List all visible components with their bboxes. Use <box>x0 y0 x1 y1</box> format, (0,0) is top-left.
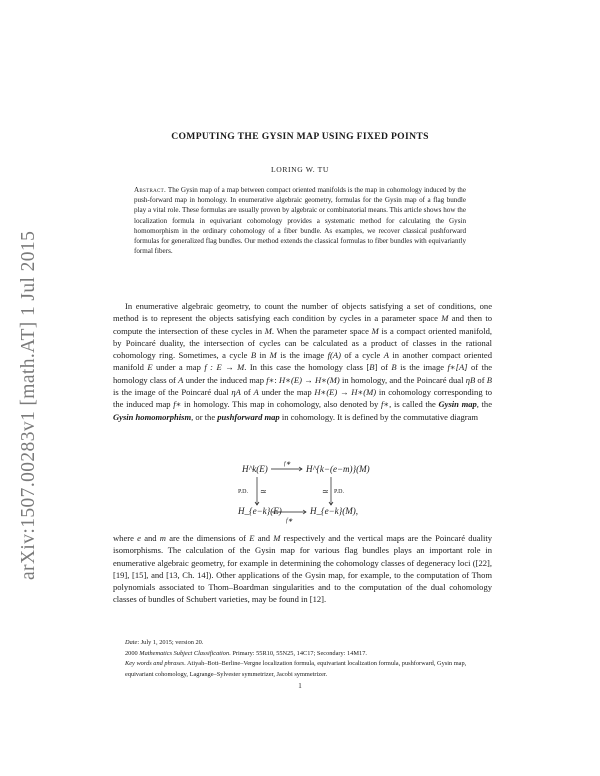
introduction-paragraph: In enumerative algebraic geometry, to count the number of objects satisfying a set of conditions, one method is to represent the objects satisfying each condition by cycles in a parameter space M and then to compute the intersection of these cycles in M. When the parameter space M is a compact oriented manifold, by Poincaré duality, the intersection of cycles can be calculated as a product of classes in the rational cohomology ring. Sometimes, a cycle B in M is the image f(A) of a cycle A in another compact oriented manifold E under a map f : E → M. In this case the homology class [B] of B is the image f∗[A] of the homology class of A under the induced map f∗: H∗(E) → H∗(M) in homology, and the Poincaré dual ηB of B is the image of the Poincaré dual ηA of A under the map H∗(E) → H∗(M) in cohomology corresponding to the induced map f∗ in homology. This map in cohomology, also denoted by f∗, is called the Gysin map, the Gysin homomorphism, or the pushforward map in cohomology. It is defined by the commutative diagram <box>113 301 493 422</box>
commutative-diagram <box>228 461 388 529</box>
diagram-bottom-right: H_{e−k}(M), <box>310 506 359 516</box>
term-pushforward-map: pushforward map <box>217 411 280 422</box>
term-gysin-map: Gysin map <box>438 399 477 410</box>
left-iso: ≃ <box>260 487 267 496</box>
page-number: 1 <box>298 682 302 690</box>
diagram-bottom-left: H_{e−k}(E) <box>238 506 282 516</box>
second-paragraph: where e and m are the dimensions of E and M respectively and the vertical maps are the Poincaré duality isomorphisms. The calculation of the Gysin map for various flag bundles plays an important role in enumerative algebraic geometry, for example in determining the cohomology classes of degeneracy loci ([22], [19], [15], and [13, Ch. 14]). Other applications of the Gysin map, for example, to the computation of Thom polynomials associated to Thom–Boardman singularities and to the computation of the dual cohomology classes of bundles of Schubert varieties, may be found in [12]. <box>113 533 492 605</box>
footnotes <box>113 638 493 680</box>
term-gysin-homomorphism: Gysin homomorphism <box>113 411 192 422</box>
paper-title: COMPUTING THE GYSIN MAP USING FIXED POINTS <box>171 131 429 142</box>
abstract <box>134 185 466 256</box>
right-pd-label: P.D. <box>334 489 345 495</box>
diagram-top-left: H^k(E) <box>242 464 268 474</box>
arrow-bottom-label: f∗ <box>286 518 293 524</box>
footnote-msc: 2000 Mathematics Subject Classification. Primary: 55R10, 55N25, 14C17; Secondary: 14M17. <box>125 649 367 657</box>
arxiv-stamp <box>6 185 46 585</box>
footnote-keywords: Key words and phrases. Atiyah–Bott–Berline–Vergne localization formula, equivariant localization formula, pushforward, Gysin map, equivariant cohomology, Lagrange–Sylvester symmetrizer, Jacobi symmetrizer. <box>125 660 467 678</box>
abstract-label: Abstract. <box>134 186 167 194</box>
right-iso: ≃ <box>322 487 329 496</box>
arxiv-stamp-text: arXiv:1507.00283v1 [math.AT] 1 Jul 2015 <box>18 230 39 580</box>
footnote-date: Date: July 1, 2015; version 20. <box>125 639 204 646</box>
left-pd-label: P.D. <box>238 489 249 495</box>
diagram-top-right: H^{k−(e−m)}(M) <box>306 464 370 474</box>
abstract-text: The Gysin map of a map between compact oriented manifolds is the map in cohomology induced by the push-forward map in homology. In enumerative algebraic geometry, formulas for the Gysin map of a flag bundle play a vital role. These formulas are usually proven by algebraic or combinatorial means. This article shows how the localization formula in equivariant cohomology provides a systematic method for calculating the Gysin homomorphism in the ordinary cohomology of a fiber bundle. As examples, we recover classical pushforward formulas for generalized flag bundles. Our method extends the classical formulas to fiber bundles with equivariantly formal fibers. <box>134 186 466 256</box>
paper-author: LORING W. TU <box>271 165 329 174</box>
arrow-top-label: f∗ <box>284 461 291 467</box>
